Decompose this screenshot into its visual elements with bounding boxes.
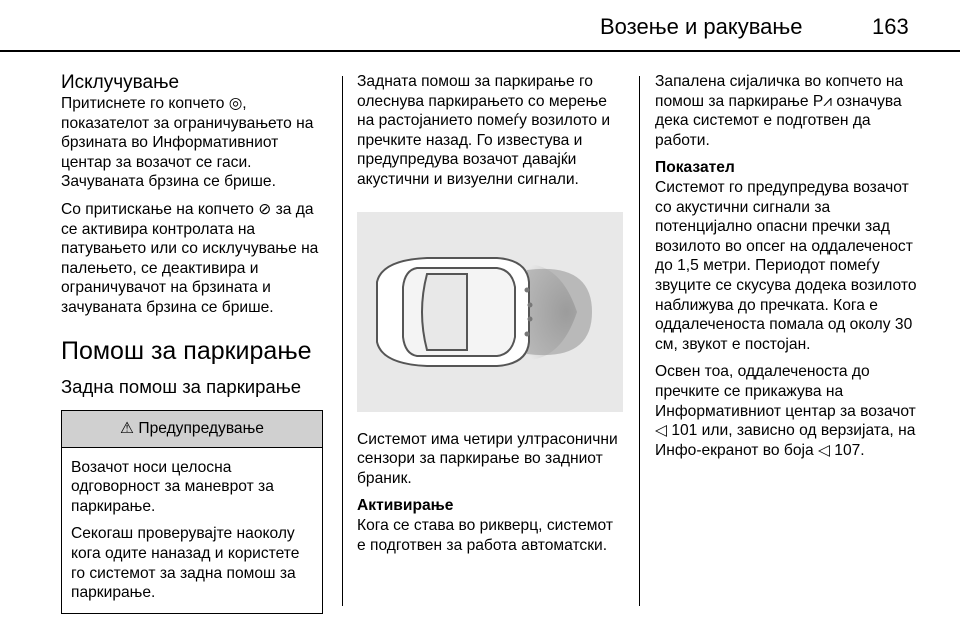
heading-indicator: Показател [655,159,735,177]
paragraph: Системот има четири ултрасонични сензори за паркирање во задниот браник. [357,430,618,487]
column-left [61,72,329,614]
paragraph: Со притискање на копчето ⊘ за да се активира контролата на патувањето или со исклучување на палењето, се деактивира и ограничувачот на брзината и зачуваната брзина се брише. [61,200,319,316]
sensor-range-zone [527,268,592,354]
warning-paragraph: Возачот носи целосна одговорност за маневрот за паркирање. [71,458,274,515]
parking-sensor-illustration [357,212,623,412]
chapter-heading: Помош за паркирање [61,336,312,365]
car-top-view-image [357,212,623,412]
subheading-switch-off: Исклучување [61,72,180,93]
heading-activation: Активирање [357,497,454,515]
section-heading: Задна помош за паркирање [61,375,302,397]
paragraph: Освен тоа, оддалеченоста до пречките се прикажува на Информативниот центар за возачот ◁ 101 или, зависно од верзијата, на Инфо-екранот во боја ◁ 107. [655,363,916,459]
running-header: Возење и ракување [600,14,803,39]
paragraph: Задната помош за паркирање го олеснува паркирањето со мерење на растојанието помеѓу возилото и пречките назад. Го известува и предупредува возачот давајќи акустични и визуелни сигнали. [357,73,611,188]
paragraph: Системот го предупредува возачот со акустични сигнали за потенцијално опасни пречки зад возилото во опсег на оддалеченост до 1,5 метри. Периодот помеѓу звуците се скусува додека возилото наближува до пречката. Кога е оддалеченоста помала од околу 30 см, звукот е постојан. [655,178,917,353]
car-outline [377,258,529,366]
paragraph: Кога се става во рикверц, системот е подготвен за работа автоматски. [357,516,613,554]
warning-header [62,411,322,448]
column-divider [639,76,640,606]
column-divider [342,76,343,606]
page-number: 163 [872,14,909,39]
warning-paragraph: Секогаш проверувајте наоколу кога одите наназад и користете го системот за задна помош за паркирање. [71,525,300,602]
warning-icon: ⚠ [120,419,135,437]
warning-title: Предупредување [138,419,264,437]
header-rule [0,50,960,52]
warning-body [62,448,322,613]
column-middle [357,72,625,563]
paragraph: Притиснете го копчето ◎, показателот за ограничувањето на брзината во Информативниот центар за возачот се гаси. Зачуваната брзина се брише. [61,95,314,191]
warning-box [61,410,323,614]
paragraph: Запалена сијаличка во копчето на помош за паркирање P⩘ означува дека системот е подготвен да работи. [655,73,904,149]
column-right [655,72,925,468]
